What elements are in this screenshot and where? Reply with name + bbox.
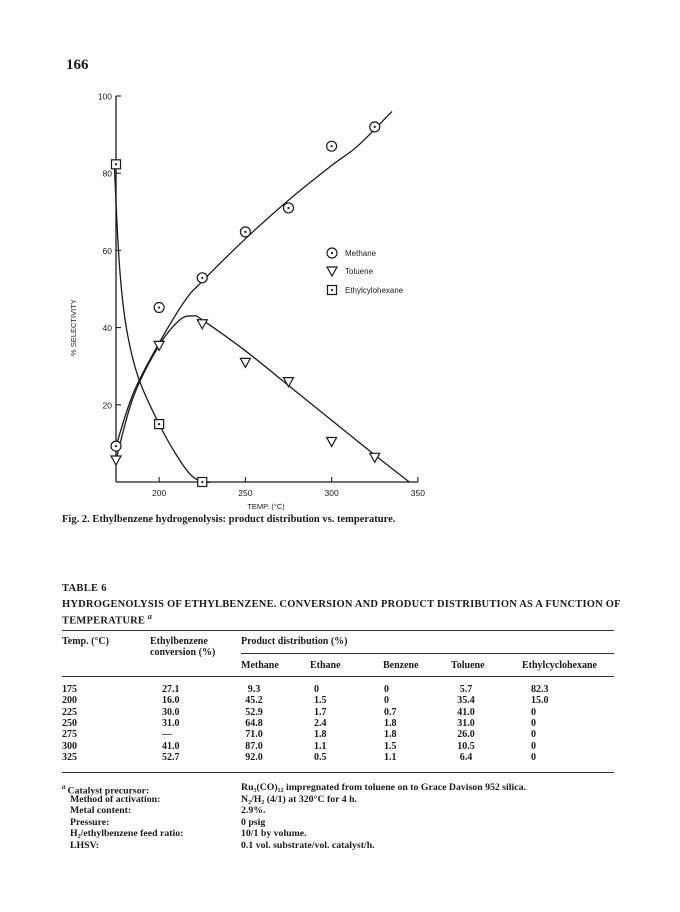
cell-ethane: 1.5 <box>314 695 327 707</box>
cell-ethane: 0.5 <box>314 751 327 763</box>
header-methane: Methane <box>241 660 279 671</box>
footnote-label <box>70 828 183 839</box>
cell-conversion: 30.0 <box>162 706 180 718</box>
toluene-point <box>327 437 337 446</box>
methane-point <box>111 441 121 451</box>
y-axis-label: % SELECTIVITY <box>69 299 78 356</box>
ethylcylohexane-point <box>112 160 121 169</box>
cell-methane: 52.9 <box>245 706 263 718</box>
toluene-legend-marker <box>327 267 337 276</box>
y-tick-label: 20 <box>102 400 112 411</box>
header-conversion-line1: Ethylbenzene <box>150 636 208 647</box>
cell-ethane: 0 <box>314 684 319 695</box>
footnote-label <box>70 840 99 851</box>
cell-ethane: 1.8 <box>314 729 327 741</box>
y-tick-label: 40 <box>102 323 112 334</box>
cell-methane: 71.0 <box>245 729 263 741</box>
group-rule <box>241 653 614 654</box>
circle-marker-dot <box>331 252 333 254</box>
cell-methane: 45.2 <box>245 695 263 707</box>
x-axis-label: TEMP. (°C) <box>247 502 285 511</box>
page-number: 166 <box>66 57 89 73</box>
y-tick-label: 100 <box>97 91 112 102</box>
cell-temp: 325 <box>62 751 77 763</box>
header-bottom-rule <box>62 676 614 677</box>
footnote-value: 2.9%. <box>241 805 266 817</box>
header-ethane: Ethane <box>310 660 341 671</box>
circle-marker-dot <box>115 445 117 447</box>
x-tick-label: 200 <box>152 488 167 498</box>
footnote-label-text: LHSV: <box>70 840 100 851</box>
table-label: TABLE 6 <box>62 583 107 594</box>
cell-benzene: 1.5 <box>384 740 397 752</box>
cell-benzene: 0.7 <box>384 706 397 718</box>
cell-ethane: 1.1 <box>314 740 327 752</box>
cell-ethylcyclohexane: 82.3 <box>531 684 549 695</box>
cell-benzene: 0 <box>384 684 389 695</box>
header-ethylcyclohexane: Ethylcyclohexane <box>522 660 597 671</box>
cell-toluene: 41.0 <box>457 706 475 718</box>
cell-methane: 64.8 <box>245 717 263 729</box>
cell-ethylcyclohexane: 0 <box>531 740 536 752</box>
table-title <box>62 599 622 628</box>
title-footnote-marker: a <box>147 612 153 621</box>
x-tick-label: 350 <box>410 488 425 498</box>
table-top-rule <box>62 630 614 631</box>
toluene-point <box>240 358 250 367</box>
cell-methane: 92.0 <box>245 751 263 763</box>
cell-ethylcyclohexane: 15.0 <box>531 695 549 707</box>
square-marker-dot <box>201 481 203 483</box>
methane-point <box>240 227 250 237</box>
table-title-text: HYDROGENOLYSIS OF ETHYLBENZENE. CONVERSION AND PRODUCT DISTRIBUTION AS A FUNCTION OF TEMPERATURE <box>62 599 621 627</box>
footnote-label-text: Catalyst precursor: <box>67 785 150 797</box>
header-toluene: Toluene <box>451 660 485 671</box>
cell-benzene: 1.8 <box>384 717 397 729</box>
footnote-label <box>70 794 160 805</box>
x-tick-label: 250 <box>238 488 253 498</box>
ethylcylohexane-point <box>198 478 207 487</box>
cell-conversion: 41.0 <box>162 740 180 752</box>
y-tick-label: 60 <box>102 245 112 256</box>
footnote-label-text: Method of activation: <box>70 793 161 805</box>
cell-conversion: 27.1 <box>162 684 180 695</box>
cell-toluene: 31.0 <box>457 717 475 729</box>
footnote-value: N₂/H₂ (4/1) at 320°C for 4 h. <box>241 793 358 805</box>
chart-markers <box>111 122 380 487</box>
circle-marker-dot <box>201 277 203 279</box>
footnote-value: 0.1 vol. substrate/vol. catalyst/h. <box>241 840 375 851</box>
cell-toluene: 10.5 <box>457 740 475 752</box>
footnote-value: Ru₃(CO)₁₂ impregnated from toluene on to Grace Davison 952 silica. <box>241 782 526 793</box>
cell-toluene: 26.0 <box>457 729 475 741</box>
cell-temp: 300 <box>62 740 77 752</box>
footnote-label-text: H₂/ethylbenzene feed ratio: <box>70 828 184 840</box>
cell-benzene: 0 <box>384 695 389 707</box>
cell-methane: 9.3 <box>247 684 261 695</box>
circle-marker-dot <box>331 145 333 147</box>
methane-legend-marker <box>327 248 337 258</box>
chart-legend <box>327 248 404 295</box>
x-tick-label: 300 <box>324 488 339 498</box>
circle-marker-dot <box>244 231 246 233</box>
footnote-value: 10/1 by volume. <box>241 828 307 840</box>
cell-temp: 200 <box>62 695 77 707</box>
footnote-value: 0 psig <box>241 816 266 828</box>
header-product-group: Product distribution (%) <box>241 636 348 647</box>
toluene-legend-label: Toluene <box>345 267 374 276</box>
cell-temp: 175 <box>62 684 77 695</box>
methane-point <box>154 303 164 313</box>
methane-legend-label: Methane <box>345 249 377 258</box>
methane-curve <box>116 111 392 446</box>
header-conversion-line2: conversion (%) <box>150 647 216 658</box>
square-marker-dot <box>331 289 333 291</box>
cell-temp: 275 <box>62 729 77 741</box>
cell-ethylcyclohexane: 0 <box>531 717 536 729</box>
header-temp: Temp. (°C) <box>62 636 109 647</box>
methane-point <box>197 273 207 283</box>
header-benzene: Benzene <box>383 660 419 671</box>
cell-toluene: 5.7 <box>459 684 473 695</box>
square-marker-dot <box>158 423 160 425</box>
ethylcylohexane-point <box>155 420 164 429</box>
footnote-label-text: Metal content: <box>70 805 132 817</box>
cell-benzene: 1.1 <box>384 751 397 763</box>
cell-temp: 225 <box>62 706 77 718</box>
cell-ethane: 1.7 <box>314 706 327 718</box>
square-marker-dot <box>115 163 117 165</box>
figure-caption: Fig. 2. Ethylbenzene hydrogenolysis: product distribution vs. temperature. <box>62 514 396 525</box>
cell-toluene: 6.4 <box>459 751 473 763</box>
cell-ethylcyclohexane: 0 <box>531 706 536 718</box>
cell-toluene: 35.4 <box>457 695 475 707</box>
cell-ethylcyclohexane: 0 <box>531 751 536 763</box>
cell-benzene: 1.8 <box>384 729 397 741</box>
cell-conversion: 31.0 <box>162 717 180 729</box>
cell-conversion: 52.7 <box>162 751 180 763</box>
toluene-point <box>111 456 121 465</box>
methane-point <box>370 122 380 132</box>
footnote-label <box>70 805 131 816</box>
circle-marker-dot <box>158 306 160 308</box>
circle-marker-dot <box>287 207 289 209</box>
cell-conversion: 16.0 <box>162 695 180 707</box>
ethylcylohexane-legend-marker <box>328 286 337 295</box>
footnote-marker: a <box>62 783 66 791</box>
circle-marker-dot <box>374 126 376 128</box>
methane-point <box>284 203 294 213</box>
cell-ethylcyclohexane: 0 <box>531 729 536 741</box>
cell-methane: 87.0 <box>245 740 263 752</box>
cell-ethane: 2.4 <box>314 717 327 729</box>
footnote-label-text: Pressure: <box>70 816 110 828</box>
ethylcyclohexane-curve <box>114 164 211 482</box>
cell-temp: 250 <box>62 717 77 729</box>
methane-point <box>327 141 337 151</box>
y-tick-label: 80 <box>102 168 112 179</box>
table-bottom-rule <box>62 772 614 773</box>
cell-conversion: — <box>162 729 172 741</box>
toluene-point <box>197 320 207 329</box>
footnote-label <box>70 817 109 828</box>
ethylcylohexane-legend-label: Ethylcylohexane <box>345 286 404 295</box>
